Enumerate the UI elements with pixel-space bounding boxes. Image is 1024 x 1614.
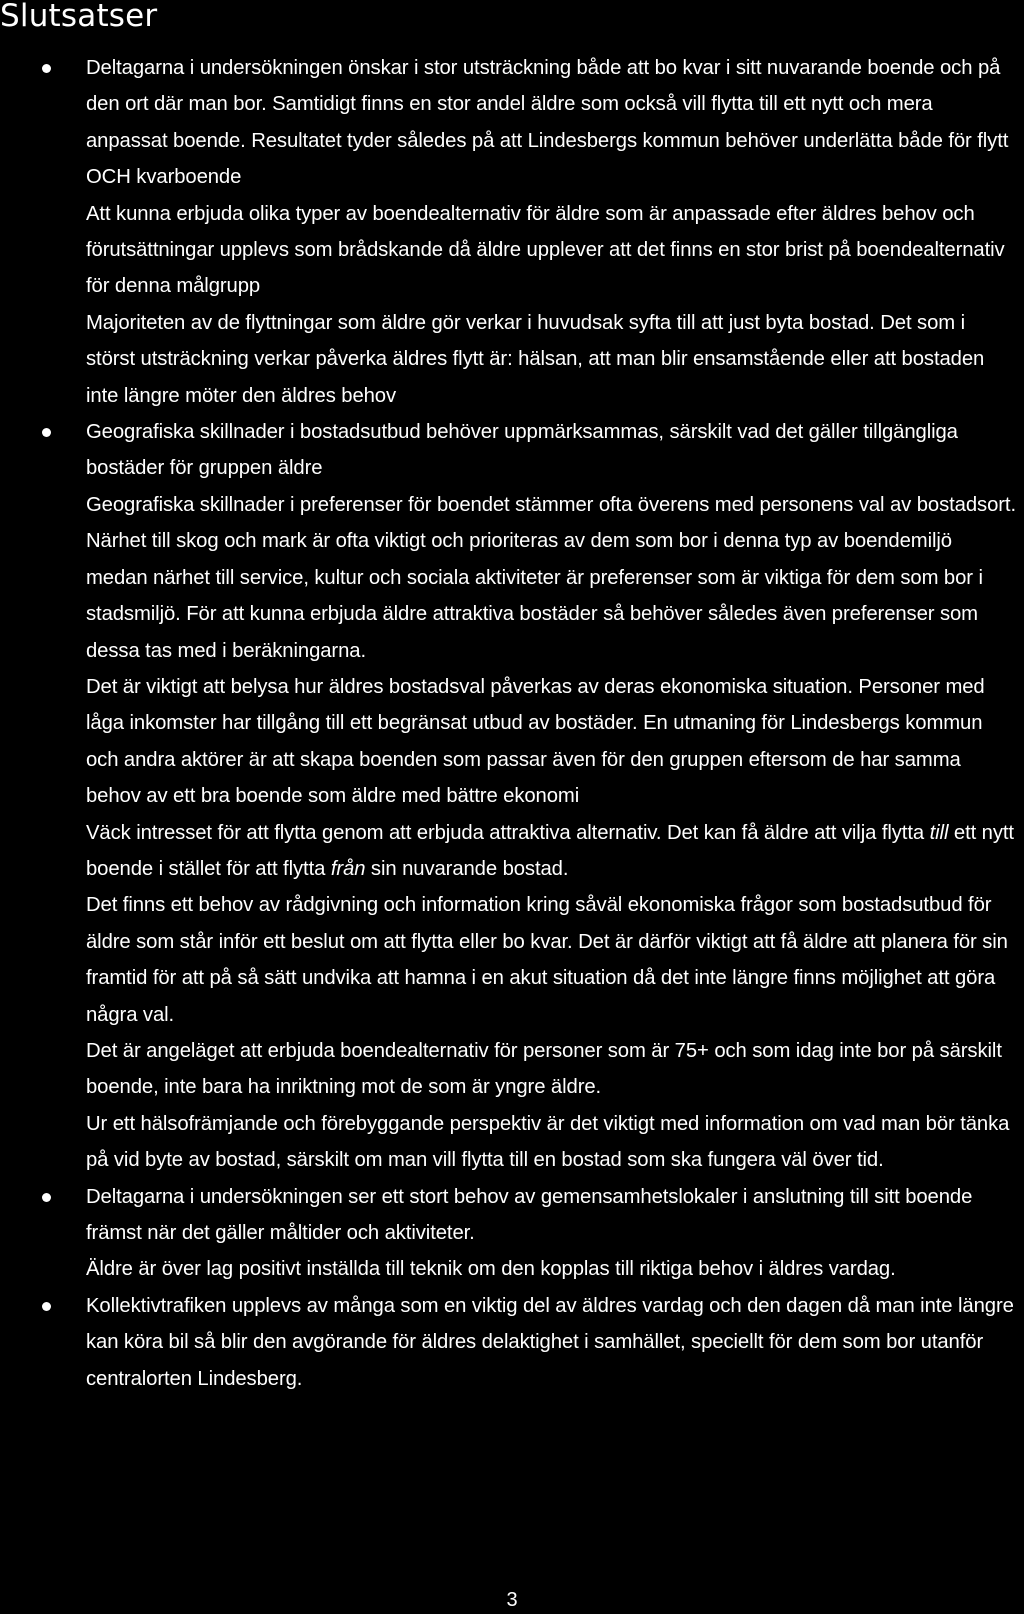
paragraph-text: Det är viktigt att belysa hur äldres bostadsval påverkas av deras ekonomiska situation. Personer med låga inkomster har tillgång till ett begränsat utbud av bostäder. En utmaning för Lindesbergs kommun och andra aktörer är att skapa boenden som passar även för den gruppen eftersom de har samma behov av ett bra boende som äldre med bättre ekonomi	[86, 675, 985, 808]
paragraph-text: Deltagarna i undersökningen önskar i stor utsträckning både att bo kvar i sitt nuvarande boende och på den ort där man bor. Samtidigt finns en stor andel äldre som också vill flytta till ett nytt och mera anpassat boende. Resultatet tyder således på att Lindesbergs kommun behöver underlätta både för flytt OCH kvarboende	[86, 57, 1009, 189]
emphasized-text: till	[929, 821, 949, 844]
bullet-dot-icon	[42, 1193, 51, 1202]
bullet-paragraph	[0, 1179, 1016, 1252]
paragraph-text: Geografiska skillnader i preferenser för boendet stämmer ofta överens med personens val av bostadsort. Närhet till skog och mark är ofta viktigt och prioriteras av dem som bor i denna typ av boendemiljö medan närhet till service, kultur och sociala aktiviteter är preferenser som är viktiga för dem som bor i stadsmiljö. För att kunna erbjuda äldre attraktiva bostäder så behöver således även preferenser som dessa tas med i beräkningarna.	[86, 493, 1016, 662]
emphasized-text: från	[330, 857, 366, 880]
paragraph-text: Äldre är över lag positivt inställda till teknik om den kopplas till riktiga behov i äldres vardag.	[86, 1258, 896, 1281]
paragraph-text: Väck intresset för att flytta genom att erbjuda attraktiva alternativ. Det kan få äldre att vilja flytta	[86, 821, 930, 844]
paragraph-text: Deltagarna i undersökningen ser ett stort behov av gemensamhetslokaler i anslutning till sitt boende främst när det gäller måltider och aktiviteter.	[86, 1185, 973, 1244]
page-title: Slutsatser	[0, 0, 158, 34]
page-number: 3	[506, 1589, 518, 1611]
paragraph	[0, 196, 1016, 305]
paragraph-text: Majoriteten av de flyttningar som äldre gör verkar i huvudsak syfta till att just byta bostad. Det som i störst utsträckning verkar påverka äldres flytt är: hälsan, att man blir ensamstående eller att bostaden inte längre möter den äldres behov	[86, 311, 985, 407]
bullet-paragraph	[0, 1288, 1016, 1397]
bullet-dot-icon	[42, 428, 51, 437]
paragraph	[0, 887, 1016, 1033]
paragraph	[0, 1033, 1016, 1106]
paragraph-text: Det är angeläget att erbjuda boendealternativ för personer som är 75+ och som idag inte bor på särskilt boende, inte bara ha inriktning mot de som är yngre äldre.	[86, 1039, 1002, 1099]
paragraph-text: Kollektivtrafiken upplevs av många som en viktig del av äldres vardag och den dagen då man inte längre kan köra bil så blir den avgörande för äldres delaktighet i samhället, speciellt för dem som bor utanför centralorten Lindesberg.	[86, 1294, 1014, 1390]
paragraph	[0, 669, 1016, 815]
paragraph	[0, 1106, 1016, 1179]
bullet-paragraph	[0, 50, 1016, 196]
paragraph	[0, 815, 1016, 888]
paragraph-text: sin nuvarande bostad.	[365, 857, 569, 880]
paragraph-text: Att kunna erbjuda olika typer av boendealternativ för äldre som är anpassade efter äldres behov och förutsättningar upplevs som brådskande då äldre upplever att det finns en stor brist på boendealternativ för denna målgrupp	[86, 202, 1005, 298]
paragraph-text: Geografiska skillnader i bostadsutbud behöver uppmärksammas, särskilt vad det gäller tillgängliga bostäder för gruppen äldre	[86, 421, 958, 480]
bullet-dot-icon	[42, 1302, 51, 1311]
paragraph	[0, 487, 1016, 669]
paragraph-text: Ur ett hälsofrämjande och förebyggande perspektiv är det viktigt med information om vad man bör tänka på vid byte av bostad, särskilt om man vill flytta till en bostad som ska fungera väl över tid.	[86, 1112, 1010, 1172]
paragraph	[0, 1251, 1016, 1287]
bullet-dot-icon	[42, 64, 51, 73]
conclusions-body	[0, 50, 1024, 1397]
paragraph-text: Det finns ett behov av rådgivning och information kring såväl ekonomiska frågor som bostadsutbud för äldre som står inför ett beslut om att flytta eller bo kvar. Det är därför viktigt att få äldre att planera för sin framtid för att på så sätt undvika att hamna i en akut situation då det inte längre finns möjlighet att göra några val.	[86, 894, 1008, 1026]
paragraph-text: ett nytt boende i stället för att flytta	[86, 821, 1014, 880]
paragraph	[0, 305, 1016, 414]
bullet-paragraph	[0, 414, 1016, 487]
